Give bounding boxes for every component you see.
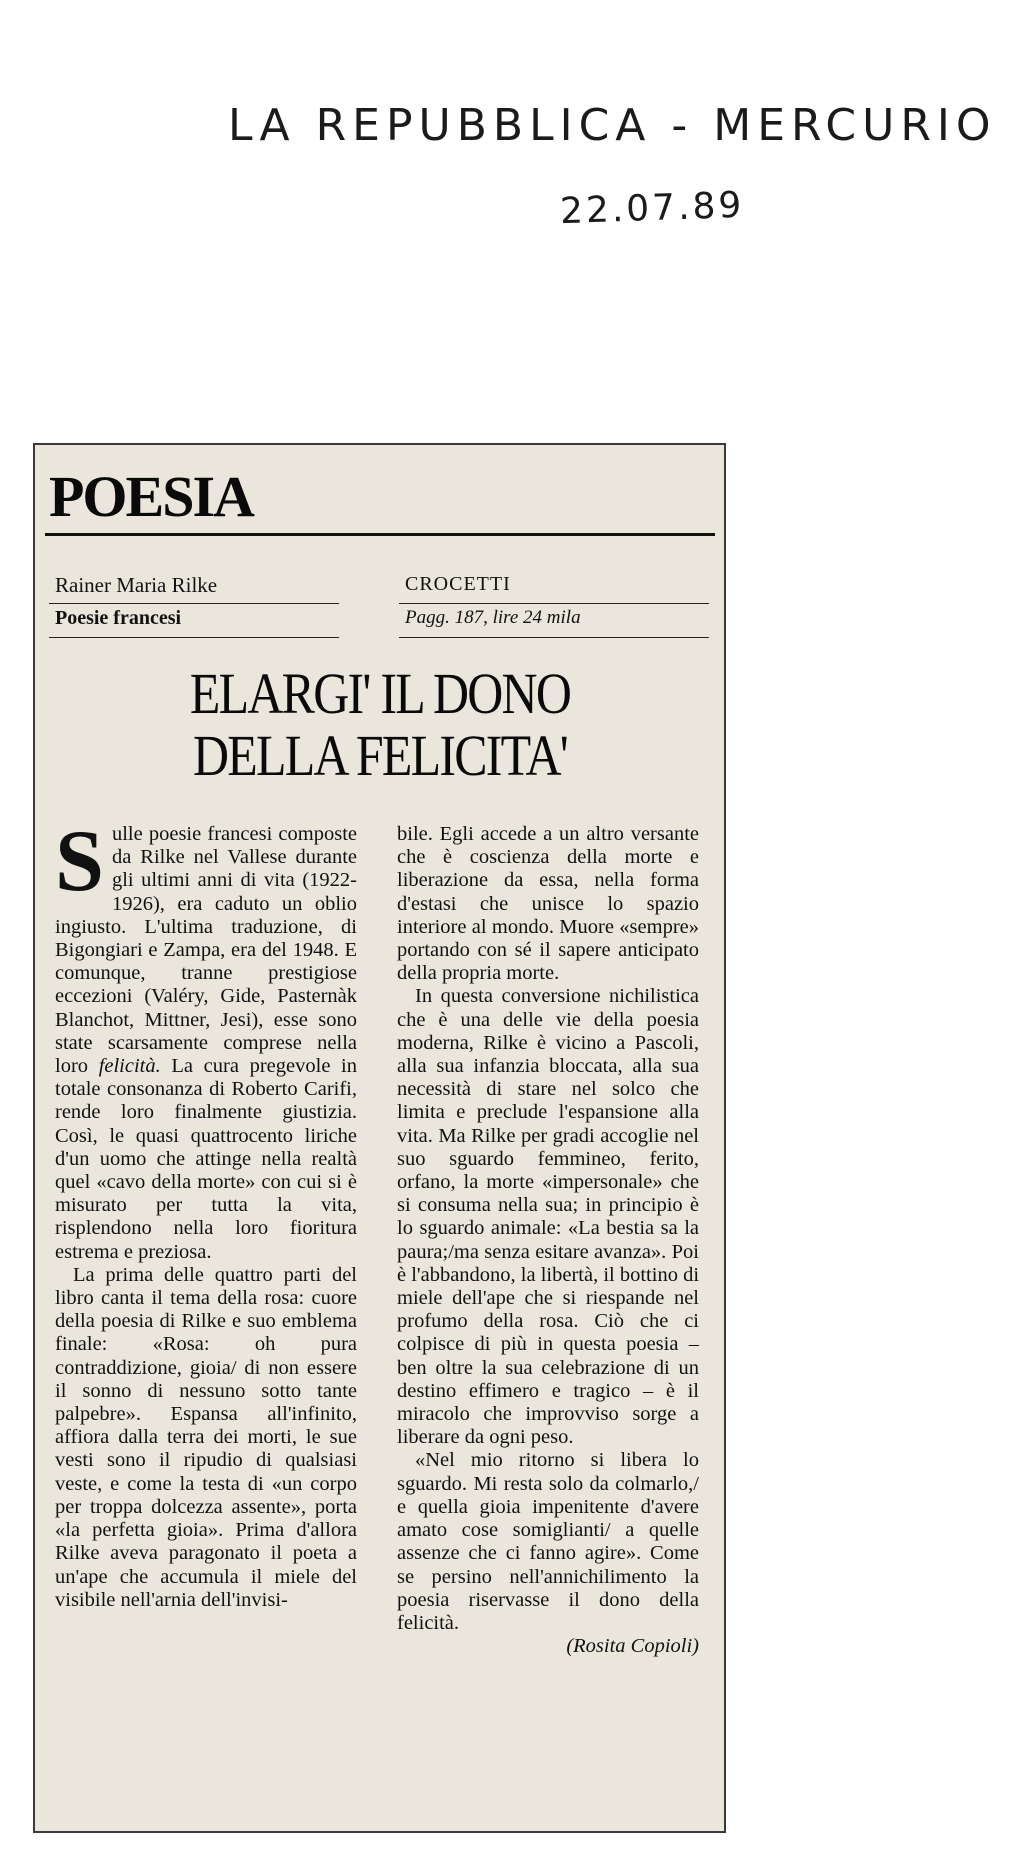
paragraph-text: La cura pregevole in totale consonanza di Roberto Carifi, rende loro finalmente giustizia. Così, le quasi quattrocento liriche d'un uomo che attinge nella realtà quel «cavo della morte» con cui si è misurato per tutta la vita, risplendono nella loro fioritura estrema e preziosa.: [55, 1055, 357, 1263]
article-paragraph: «Nel mio ritorno si libera lo sguardo. Mi resta solo da colmarlo,/ e quella gioia impenitente d'avere amato cose somiglianti/ a quelle assenze che ci fanno agire». Come se persino nell'annichilimento la poesia riservasse il dono della felicità.: [397, 1449, 699, 1634]
section-rule: [45, 533, 715, 536]
handwritten-date-note: 22.07.89: [559, 184, 745, 233]
article-paragraph: [55, 823, 357, 1264]
emphasized-word: felicità.: [98, 1055, 161, 1078]
article-paragraph: bile. Egli accede a un altro versante che è coscienza della morte e liberazione da essa, nella forma d'estasi che unisce lo spazio interiore al mondo. Muore «sempre» portando con sé il sapere anticipato della propria morte.: [397, 823, 699, 985]
book-title: Poesie francesi: [55, 607, 182, 629]
headline-line-1: ELARGI' IL DONO: [189, 661, 571, 726]
meta-rule: [399, 637, 709, 638]
article-paragraph: La prima delle quattro parti del libro canta il tema della rosa: cuore della poesia di Rilke e suo emblema finale: «Rosa: oh pura contraddizione, gioia/ di non essere il sonno di nessuno sotto tante palpebre». Espansa all'infinito, affiora dalla terra dei morti, le sue vesti sono il ripudio di qualsiasi veste, e come la testa di «un corpo per troppa dolcezza assente», porta «la perfetta gioia». Prima d'allora Rilke aveva paragonato il poeta a un'ape che accumula il miele del visibile nell'arnia dell'invisi-: [55, 1263, 357, 1611]
book-publisher: CROCETTI: [405, 573, 511, 595]
author-signature: (Rosita Copioli): [566, 1635, 699, 1658]
book-details: Pagg. 187, lire 24 mila: [405, 607, 581, 628]
article-column-right: [397, 823, 699, 1821]
meta-rule: [49, 637, 339, 638]
handwritten-source-note: LA REPUBBLICA - MERCURIO: [228, 100, 997, 151]
meta-rule: [49, 603, 339, 604]
book-author: Rainer Maria Rilke: [55, 573, 218, 597]
drop-cap: S: [55, 823, 104, 910]
newspaper-clipping: [33, 443, 726, 1833]
article-paragraph: In questa conversione nichilistica che è una delle vie della poesia moderna, Rilke è vicino a Pascoli, alla sua infanzia bloccata, alla sua necessità di stare nel solco che limita e preclude l'espansione alla vita. Ma Rilke per gradi accoglie nel suo sguardo femmineo, ferito, orfano, la morte «impersonale» che si consuma nella sua; in principio è lo sguardo animale: «La bestia sa la paura;/ma senza esitare avanza». Poi è l'abbandono, la libertà, il bottino di miele dell'ape che si riespande nel profumo della rosa. Ciò che ci colpisce di più in questa poesia – ben oltre la sua celebrazione di un destino effimero e tragico – è il miracolo che improvviso sorge a liberare da ogni peso.: [397, 985, 699, 1449]
meta-rule: [399, 603, 709, 604]
article-headline: [92, 663, 668, 787]
paragraph-text: ulle poesie francesi composte da Rilke nel Vallese durante gli ultimi anni di vita (1922-1926), era caduto un oblio ingiusto. L'ultima traduzione, di Bigongiari e Zampa, era del 1948. E comunque, tranne prestigiose eccezioni (Valéry, Gide, Pasternàk Blanchot, Mittner, Jesi), esse sono state scarsamente comprese nella loro: [55, 823, 357, 1078]
article-column-left: [55, 823, 357, 1821]
headline-line-2: DELLA FELICITA': [192, 723, 568, 788]
section-title: POESIA: [49, 464, 253, 529]
